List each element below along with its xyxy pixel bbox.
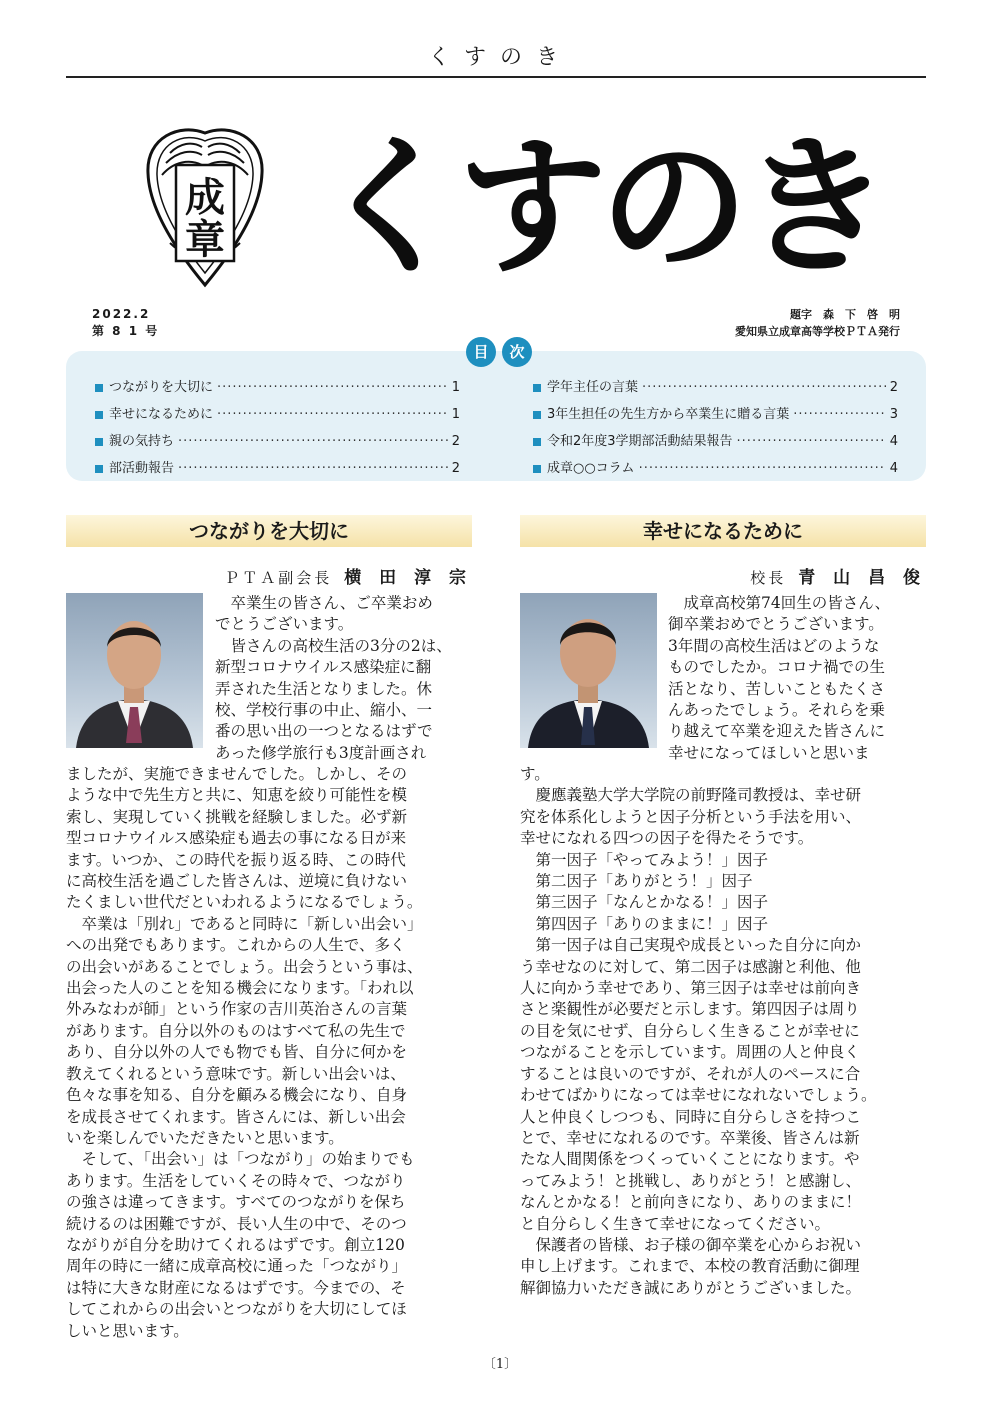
toc-item-title: 成章○○コラム [547, 461, 635, 476]
body-line: してこれからの出会いとつながりを大切にしてほ [66, 1300, 407, 1319]
toc-item-page: 4 [889, 461, 898, 476]
body-line: 皆さんの高校生活の3分の2は、 [215, 636, 452, 655]
body-line: ような中で先生方と共に、知恵を絞り可能性を模 [66, 786, 408, 805]
author-name: 横 田 淳 宗 [344, 568, 472, 588]
toc-item-title: 幸せになるために [109, 407, 214, 422]
bullet-icon [533, 384, 541, 392]
body-line: 成章高校第74回生の皆さん、 [668, 594, 891, 612]
author-byline [520, 563, 926, 588]
body-line: 保護者の皆様、お子様の御卒業を心からお祝い [520, 1235, 862, 1254]
body-line: なんとかなる！と前向きになり、ありのままに！ [520, 1193, 862, 1212]
body-line: ものでしたか。コロナ禍での生 [668, 658, 886, 677]
toc-column-right [533, 374, 898, 482]
body-line: 慶應義塾大学大学院の前野隆司教授は、幸せ研 [520, 786, 862, 805]
body-line: あります。生活をしていくその時々で、つながり [66, 1171, 406, 1190]
toc-item-title: 部活動報告 [109, 461, 175, 476]
toc-item-title: 学年主任の言葉 [547, 380, 639, 395]
body-line: り越えて卒業を迎えた皆さんに [668, 722, 886, 741]
body-line: 番の思い出の一つとなるはずで [215, 722, 433, 741]
body-line: う幸せなのに対して、第二因子は感謝と利他、他 [520, 957, 861, 976]
body-line: あり、自分以外の人でも物でも皆、自分に何かを [66, 1043, 408, 1062]
article-heading: つながりを大切に [66, 515, 472, 547]
body-line: 卒業は「別れ」であると同時に「新しい出会い」 [66, 914, 423, 933]
body-line: 第一因子「やってみよう！」因子 [520, 850, 769, 869]
body-line: 色々な事を知る、自分を顧みる機会になり、自身 [66, 1086, 408, 1105]
body-line: 卒業生の皆さん、ご卒業おめ [215, 594, 433, 612]
body-line: ながりが自分を助けてくれるはずです。創立120 [66, 1235, 405, 1254]
toc-item[interactable] [95, 455, 460, 482]
body-line: の強さは違ってきます。すべてのつながりを保ち [66, 1193, 406, 1212]
toc-item-page: 1 [451, 380, 460, 395]
bullet-icon [95, 411, 103, 419]
toc-badge: 次 [502, 337, 532, 367]
calligraphy-credit: 題字 森 下 啓 明 [790, 308, 900, 321]
body-line: わせてばかりになっては幸せになれないでしょう。 [520, 1086, 877, 1105]
toc-item[interactable] [95, 401, 460, 428]
school-crest-logo [140, 125, 270, 290]
body-line: への出発でもあります。これからの人生で、多く [66, 936, 406, 955]
toc-item-title: 3年生担任の先生方から卒業生に贈る言葉 [547, 407, 790, 422]
body-line: つながることを示しています。周囲の人と仲良く [520, 1043, 860, 1062]
body-line: んあったでしょう。それらを乗 [668, 701, 885, 720]
author-role: 校長 [750, 569, 787, 587]
body-line: しいと思います。 [66, 1321, 189, 1340]
toc-item[interactable] [95, 374, 460, 401]
issue-info [92, 306, 159, 340]
body-line: に高校生活を過ごした皆さんは、逆境に負けない [66, 872, 408, 891]
article-body [66, 764, 472, 1342]
toc-item[interactable] [533, 401, 898, 428]
body-line: 幸せになってほしいと思いま [668, 743, 870, 762]
body-line: を成長させてくれます。皆さんには、新しい出会 [66, 1107, 406, 1126]
body-line: とで、幸せになれるのです。卒業後、皆さんは新 [520, 1128, 860, 1147]
body-line: することは良いのですが、それが人のペースに合 [520, 1064, 861, 1083]
bullet-icon [533, 411, 541, 419]
body-line: 出会った人のことを知る機会になります。「われ以 [66, 979, 414, 998]
publisher-info [735, 306, 900, 340]
issue-number: 第 8 1 号 [92, 324, 160, 338]
body-line: 新型コロナウイルス感染症に翻 [215, 658, 432, 677]
publisher: 愛知県立成章高等学校ＰＴＡ発行 [735, 325, 900, 338]
toc-item-title: つながりを大切に [109, 380, 214, 395]
bullet-icon [533, 465, 541, 473]
crest-graphic [140, 125, 270, 290]
body-line: たくましい世代だといわれるようになるでしょう。 [66, 893, 423, 912]
body-line: は特に大きな財産になるはずです。今までの、そ [66, 1278, 406, 1297]
body-line: 究を体系化しようと因子分析という手法を用い、 [520, 807, 862, 826]
body-line: の出会いがあることでしょう。出会うという事は、 [66, 957, 423, 976]
article-body-wrap [215, 593, 472, 764]
body-line: そして、「出会い」は「つながり」の始まりでも [66, 1150, 415, 1169]
body-line: でとうございます。 [215, 615, 354, 634]
toc-item-page: 2 [451, 434, 460, 449]
body-line: あった修学旅行も3度計画され [215, 743, 427, 762]
running-title: くすのき [427, 45, 572, 70]
toc-heading [466, 337, 536, 367]
toc-item-page: 3 [889, 407, 898, 422]
crest-char-1: 成 [185, 175, 225, 221]
body-line: 第四因子「ありのままに！」因子 [520, 914, 769, 933]
body-line: 弄された生活となりました。休 [215, 679, 433, 698]
body-line: 教えてくれるという意味です。新しい出会いは、 [66, 1064, 406, 1083]
portrait-image [66, 593, 203, 748]
body-line: 第三因子「なんとかなる！」因子 [520, 893, 769, 912]
toc-item[interactable] [533, 374, 898, 401]
author-byline [66, 563, 472, 588]
article-heading: 幸せになるために [520, 515, 926, 547]
body-line: と自分らしく生きて幸せになってください。 [520, 1214, 831, 1233]
body-line: があります。自分以外のものはすべて私の先生で [66, 1021, 406, 1040]
bullet-icon [95, 465, 103, 473]
toc-item-page: 2 [889, 380, 898, 395]
body-line: 第二因子「ありがとう！」因子 [520, 872, 753, 891]
article-body [520, 764, 926, 1299]
body-line: 索し、実現していく挑戦を経験しました。必ず新 [66, 807, 408, 826]
bullet-icon [95, 438, 103, 446]
body-line: 御卒業おめでとうございます。 [668, 615, 884, 634]
body-line: ましたが、実施できませんでした。しかし、その [66, 765, 408, 783]
body-line: いを楽しんでいただきたいと思います。 [66, 1128, 344, 1147]
body-line: の目を気にせず、自分らしく生きることが幸せに [520, 1021, 860, 1040]
body-line: たな人間関係をつくっていくことになります。や [520, 1150, 860, 1169]
issue-date: 2022.2 [92, 307, 151, 321]
author-photo [520, 593, 657, 748]
portrait-image [520, 593, 657, 748]
body-line: ってみよう！と挑戦し、ありがとう！と感謝し、 [520, 1171, 862, 1190]
body-line: 3年間の高校生活はどのような [668, 636, 880, 655]
body-line: 続けるのは困難ですが、長い人生の中で、そのつ [66, 1214, 407, 1233]
toc-item-page: 4 [889, 434, 898, 449]
body-line: 活となり、苦しいこともたくさ [668, 679, 886, 698]
toc-column-left [95, 374, 460, 482]
body-line: す。 [520, 765, 550, 783]
header-rule [66, 76, 926, 78]
toc-item-title: 親の気持ち [109, 434, 175, 449]
body-line: 人に向かう幸せであり、第三因子は幸せは前向き [520, 979, 862, 998]
body-line: 型コロナウイルス感染症も過去の事になる日が来 [66, 829, 407, 848]
toc-badge: 目 [466, 337, 496, 367]
author-name: 青 山 昌 俊 [798, 568, 926, 588]
toc-item-page: 2 [451, 461, 460, 476]
body-line: 外みなわが師」という作家の吉川英治さんの言葉 [66, 1000, 408, 1019]
bullet-icon [533, 438, 541, 446]
body-line: 幸せになれる四つの因子を得たそうです。 [520, 829, 814, 848]
toc-item-page: 1 [451, 407, 460, 422]
body-line: さと楽観性が必要だと示します。第四因子は周り [520, 1000, 860, 1019]
body-line: 周年の時に一緒に成章高校に通った「つながり」 [66, 1257, 408, 1276]
toc-item[interactable] [533, 428, 898, 455]
body-line: 解御協力いただき誠にありがとうございました。 [520, 1278, 862, 1297]
body-line: 第一因子は自己実現や成長といった自分に向か [520, 936, 862, 955]
author-role: ＰＴＡ副会長 [224, 569, 333, 587]
bullet-icon [95, 384, 103, 392]
author-photo [66, 593, 203, 748]
page-number: 〔1〕 [482, 1357, 518, 1372]
body-line: 校、学校行事の中止、縮小、一 [215, 701, 433, 720]
article-body-wrap [668, 593, 926, 764]
body-line: 人と仲良くしつつも、同時に自分らしさを持つこ [520, 1107, 862, 1126]
toc-item[interactable] [533, 455, 898, 482]
body-line: 申し上げます。これまで、本校の教育活動に御理 [520, 1257, 860, 1276]
masthead-title: くすのき [315, 119, 884, 295]
body-line: ます。いつか、この時代を振り返る時、この時代 [66, 850, 406, 869]
crest-char-2: 章 [185, 217, 225, 263]
toc-item-title: 令和2年度3学期部活動結果報告 [547, 434, 733, 449]
toc-item[interactable] [95, 428, 460, 455]
